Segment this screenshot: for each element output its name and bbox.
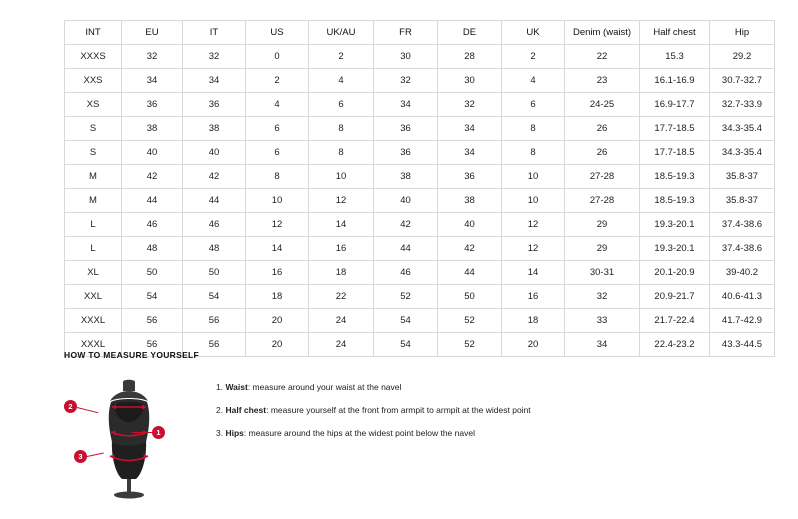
table-cell: 54: [122, 285, 183, 309]
table-cell: 10: [309, 165, 374, 189]
table-cell: S: [65, 117, 122, 141]
table-cell: L: [65, 213, 122, 237]
table-cell: 12: [309, 189, 374, 213]
table-cell: 16: [309, 237, 374, 261]
table-cell: 48: [183, 237, 246, 261]
table-cell: 39-40.2: [710, 261, 775, 285]
note-text: : measure yourself at the front from armpit to armpit at the widest point: [266, 405, 531, 416]
table-cell: 43.3-44.5: [710, 333, 775, 357]
table-cell: 12: [502, 237, 565, 261]
badge-half-chest: 2: [64, 400, 77, 413]
note-text: : measure around your waist at the navel: [247, 382, 402, 392]
table-cell: 40.6-41.3: [710, 285, 775, 309]
table-cell: 56: [183, 333, 246, 357]
table-cell: 19.3-20.1: [640, 213, 710, 237]
table-header-cell: UK/AU: [309, 21, 374, 45]
table-cell: 20.1-20.9: [640, 261, 710, 285]
table-cell: 27-28: [565, 189, 640, 213]
table-cell: 16: [246, 261, 309, 285]
table-cell: 40: [438, 213, 502, 237]
table-cell: M: [65, 165, 122, 189]
table-row: [65, 93, 775, 117]
table-cell: 32: [374, 69, 438, 93]
table-cell: 48: [122, 237, 183, 261]
table-cell: 18: [309, 261, 374, 285]
table-cell: 30: [438, 69, 502, 93]
table-header-cell: Hip: [710, 21, 775, 45]
table-cell: 32: [183, 45, 246, 69]
table-cell: 36: [438, 165, 502, 189]
table-cell: 52: [438, 309, 502, 333]
table-cell: 41.7-42.9: [710, 309, 775, 333]
table-cell: 8: [309, 141, 374, 165]
table-cell: M: [65, 189, 122, 213]
measurement-note: [216, 382, 531, 392]
table-cell: 34: [374, 93, 438, 117]
table-cell: 33: [565, 309, 640, 333]
table-cell: 42: [438, 237, 502, 261]
table-cell: 52: [374, 285, 438, 309]
table-cell: 0: [246, 45, 309, 69]
table-cell: 40: [374, 189, 438, 213]
table-cell: 34: [438, 141, 502, 165]
measurement-figure: [64, 374, 194, 504]
table-cell: 10: [502, 189, 565, 213]
table-cell: 36: [183, 93, 246, 117]
table-cell: 54: [374, 309, 438, 333]
table-cell: 38: [374, 165, 438, 189]
table-cell: 36: [374, 117, 438, 141]
table-cell: XXXL: [65, 333, 122, 357]
table-cell: 30.7-32.7: [710, 69, 775, 93]
table-cell: 36: [374, 141, 438, 165]
table-cell: 16.9-17.7: [640, 93, 710, 117]
table-cell: 54: [183, 285, 246, 309]
table-row: [65, 69, 775, 93]
table-header-cell: FR: [374, 21, 438, 45]
table-cell: 29.2: [710, 45, 775, 69]
note-number: 3.: [216, 428, 224, 439]
table-cell: 50: [183, 261, 246, 285]
table-cell: XL: [65, 261, 122, 285]
table-cell: 50: [438, 285, 502, 309]
table-cell: 18: [246, 285, 309, 309]
measurement-notes: [216, 374, 531, 452]
table-cell: 29: [565, 213, 640, 237]
table-cell: 34: [565, 333, 640, 357]
measurement-note: [216, 428, 531, 438]
table-cell: 8: [502, 141, 565, 165]
table-row: [65, 213, 775, 237]
table-cell: 32: [122, 45, 183, 69]
table-cell: 20.9-21.7: [640, 285, 710, 309]
table-cell: 12: [502, 213, 565, 237]
table-cell: 2: [309, 45, 374, 69]
note-number: 1.: [216, 382, 224, 392]
table-cell: 24: [309, 309, 374, 333]
table-cell: 2: [246, 69, 309, 93]
table-cell: 42: [122, 165, 183, 189]
table-cell: 14: [309, 213, 374, 237]
table-cell: 16.1-16.9: [640, 69, 710, 93]
table-cell: 34.3-35.4: [710, 141, 775, 165]
note-text: : measure around the hips at the widest point below the navel: [243, 428, 475, 439]
measurement-note: [216, 405, 531, 415]
size-table: [64, 20, 775, 357]
table-cell: 37.4-38.6: [710, 237, 775, 261]
table-cell: XXS: [65, 69, 122, 93]
table-cell: 32: [438, 93, 502, 117]
table-cell: 56: [122, 309, 183, 333]
table-cell: 20: [246, 333, 309, 357]
table-row: [65, 237, 775, 261]
note-term: Waist: [225, 382, 248, 392]
table-cell: 26: [565, 117, 640, 141]
table-cell: 8: [502, 117, 565, 141]
badge-waist: 1: [152, 426, 165, 439]
table-cell: 10: [502, 165, 565, 189]
table-cell: 8: [309, 117, 374, 141]
table-cell: XXXS: [65, 45, 122, 69]
table-cell: 40: [122, 141, 183, 165]
table-cell: 34: [122, 69, 183, 93]
table-cell: 35.8-37: [710, 165, 775, 189]
table-cell: 46: [183, 213, 246, 237]
table-cell: 34: [183, 69, 246, 93]
table-cell: 18: [502, 309, 565, 333]
how-to-measure-body: [64, 374, 744, 504]
table-cell: 14: [246, 237, 309, 261]
table-cell: 17.7-18.5: [640, 141, 710, 165]
table-row: [65, 165, 775, 189]
how-to-measure-title: HOW TO MEASURE YOURSELF: [64, 350, 200, 360]
table-cell: 44: [122, 189, 183, 213]
table-cell: XS: [65, 93, 122, 117]
table-cell: 24: [309, 333, 374, 357]
table-cell: 56: [122, 333, 183, 357]
table-header-cell: Denim (waist): [565, 21, 640, 45]
table-cell: 4: [246, 93, 309, 117]
table-cell: 32.7-33.9: [710, 93, 775, 117]
size-table-container: [64, 20, 763, 357]
table-cell: 16: [502, 285, 565, 309]
table-cell: 52: [438, 333, 502, 357]
table-cell: 40: [183, 141, 246, 165]
table-cell: 30: [374, 45, 438, 69]
note-number: 2.: [216, 405, 224, 416]
table-cell: 38: [122, 117, 183, 141]
table-cell: 24-25: [565, 93, 640, 117]
table-row: [65, 285, 775, 309]
table-cell: XXL: [65, 285, 122, 309]
table-cell: 20: [246, 309, 309, 333]
table-header-cell: Half chest: [640, 21, 710, 45]
table-cell: 30-31: [565, 261, 640, 285]
table-cell: 10: [246, 189, 309, 213]
table-cell: 8: [246, 165, 309, 189]
table-cell: 20: [502, 333, 565, 357]
table-row: [65, 261, 775, 285]
table-cell: 18.5-19.3: [640, 189, 710, 213]
table-cell: 32: [565, 285, 640, 309]
table-cell: 2: [502, 45, 565, 69]
table-cell: 44: [438, 261, 502, 285]
how-to-measure-section: [64, 350, 744, 504]
size-table-head: [65, 21, 775, 45]
table-cell: 34: [438, 117, 502, 141]
table-cell: 54: [374, 333, 438, 357]
table-cell: 12: [246, 213, 309, 237]
size-table-body: [65, 45, 775, 357]
table-cell: L: [65, 237, 122, 261]
table-cell: 42: [374, 213, 438, 237]
table-cell: 22.4-23.2: [640, 333, 710, 357]
badge-hips: 3: [74, 450, 87, 463]
table-cell: 27-28: [565, 165, 640, 189]
table-cell: 15.3: [640, 45, 710, 69]
table-cell: XXXL: [65, 309, 122, 333]
table-cell: 37.4-38.6: [710, 213, 775, 237]
table-cell: 36: [122, 93, 183, 117]
table-header-row: [65, 21, 775, 45]
note-term: Hips: [225, 428, 244, 439]
table-cell: 46: [122, 213, 183, 237]
table-row: [65, 117, 775, 141]
table-cell: 6: [246, 117, 309, 141]
table-header-cell: US: [246, 21, 309, 45]
table-cell: 21.7-22.4: [640, 309, 710, 333]
table-cell: 56: [183, 309, 246, 333]
table-cell: 50: [122, 261, 183, 285]
table-cell: 22: [309, 285, 374, 309]
table-cell: 44: [183, 189, 246, 213]
table-cell: 4: [309, 69, 374, 93]
table-cell: 6: [502, 93, 565, 117]
table-cell: 35.8-37: [710, 189, 775, 213]
table-cell: 22: [565, 45, 640, 69]
table-cell: 28: [438, 45, 502, 69]
table-header-cell: EU: [122, 21, 183, 45]
table-header-cell: DE: [438, 21, 502, 45]
table-row: [65, 141, 775, 165]
table-cell: 34.3-35.4: [710, 117, 775, 141]
leader-line-1: [132, 432, 153, 433]
table-row: [65, 309, 775, 333]
table-row: [65, 45, 775, 69]
table-cell: 14: [502, 261, 565, 285]
table-cell: 44: [374, 237, 438, 261]
table-cell: 42: [183, 165, 246, 189]
table-cell: 38: [183, 117, 246, 141]
table-cell: 23: [565, 69, 640, 93]
table-cell: 46: [374, 261, 438, 285]
table-cell: 18.5-19.3: [640, 165, 710, 189]
table-cell: 19.3-20.1: [640, 237, 710, 261]
note-term: Half chest: [225, 405, 267, 416]
table-cell: 17.7-18.5: [640, 117, 710, 141]
table-row: [65, 189, 775, 213]
table-cell: 4: [502, 69, 565, 93]
table-header-cell: INT: [65, 21, 122, 45]
table-header-cell: IT: [183, 21, 246, 45]
table-header-cell: UK: [502, 21, 565, 45]
table-cell: 6: [246, 141, 309, 165]
table-cell: 26: [565, 141, 640, 165]
table-cell: 29: [565, 237, 640, 261]
table-cell: S: [65, 141, 122, 165]
table-cell: 38: [438, 189, 502, 213]
table-cell: 6: [309, 93, 374, 117]
